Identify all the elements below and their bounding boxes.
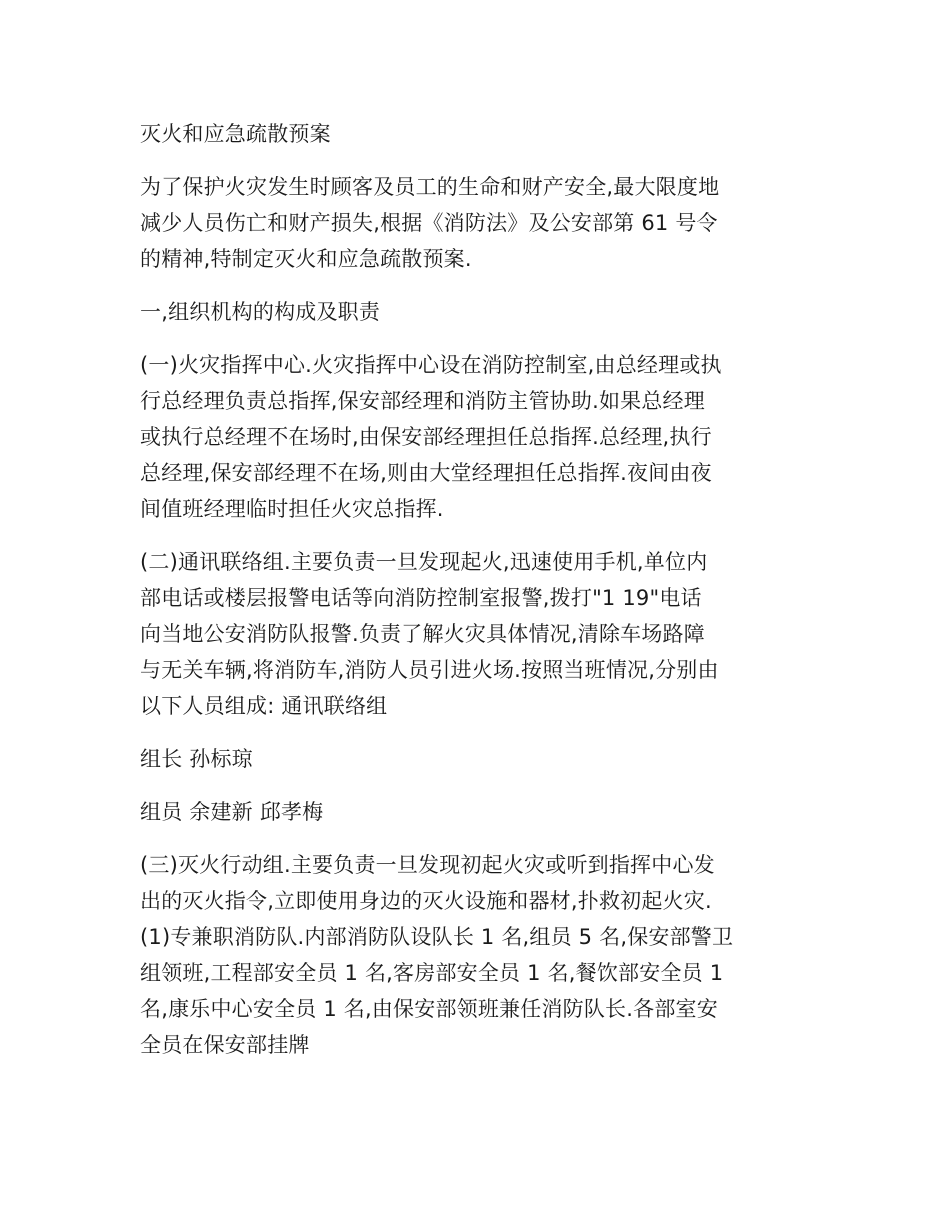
text-line: 组长 孙标琼 <box>140 747 253 771</box>
document-title <box>140 116 815 152</box>
text-line: (1)专兼职消防队.内部消防队设队长 1 名,组员 5 名,保安部警卫 <box>140 925 734 949</box>
text-line: 为了保护火灾发生时顾客及员工的生命和财产安全,最大限度地 <box>140 175 720 199</box>
text-line: 全员在保安部挂牌 <box>140 1033 310 1057</box>
text-line: 以下人员组成: 通讯联络组 <box>140 694 388 718</box>
intro-paragraph <box>140 169 815 277</box>
text-line: 间值班经理临时担任火灾总指挥. <box>140 497 444 521</box>
text-line: 部电话或楼层报警电话等向消防控制室报警,拨打"1 19"电话 <box>140 586 702 610</box>
text-line: 名,康乐中心安全员 1 名,由保安部领班兼任消防队长.各部室安 <box>140 997 718 1021</box>
text-line: 减少人员伤亡和财产损失,根据《消防法》及公安部第 61 号令 <box>140 211 718 235</box>
fire-command-center-paragraph <box>140 347 815 527</box>
group-members-line <box>140 794 815 830</box>
text-line: (三)灭火行动组.主要负责一旦发现初起火灾或听到指挥中心发 <box>140 853 715 877</box>
text-line: 的精神,特制定灭火和应急疏散预案. <box>140 247 472 271</box>
firefighting-group-paragraph <box>140 847 815 1063</box>
text-line: 出的灭火指令,立即使用身边的灭火设施和器材,扑救初起火灾. <box>140 889 712 913</box>
text-line: (二)通讯联络组.主要负责一旦发现起火,迅速使用手机,单位内 <box>140 550 708 574</box>
title-line: 灭火和应急疏散预案 <box>140 122 331 146</box>
text-line: (一)火灾指挥中心.火灾指挥中心设在消防控制室,由总经理或执 <box>140 353 722 377</box>
text-line: 组员 余建新 邱孝梅 <box>140 800 324 824</box>
document-body <box>140 116 815 1080</box>
text-line: 与无关车辆,将消防车,消防人员引进火场.按照当班情况,分别由 <box>140 658 719 682</box>
heading-line: 一,组织机构的构成及职责 <box>140 300 381 324</box>
text-line: 总经理,保安部经理不在场,则由大堂经理担任总指挥.夜间由夜 <box>140 461 712 485</box>
text-line: 组领班,工程部安全员 1 名,客房部安全员 1 名,餐饮部安全员 1 <box>140 961 724 985</box>
text-line: 或执行总经理不在场时,由保安部经理担任总指挥.总经理,执行 <box>140 425 712 449</box>
text-line: 行总经理负责总指挥,保安部经理和消防主管协助.如果总经理 <box>140 389 705 413</box>
section-heading <box>140 294 815 330</box>
text-line: 向当地公安消防队报警.负责了解火灾具体情况,清除车场路障 <box>140 622 705 646</box>
communication-group-paragraph <box>140 544 815 724</box>
group-leader-line <box>140 741 815 777</box>
